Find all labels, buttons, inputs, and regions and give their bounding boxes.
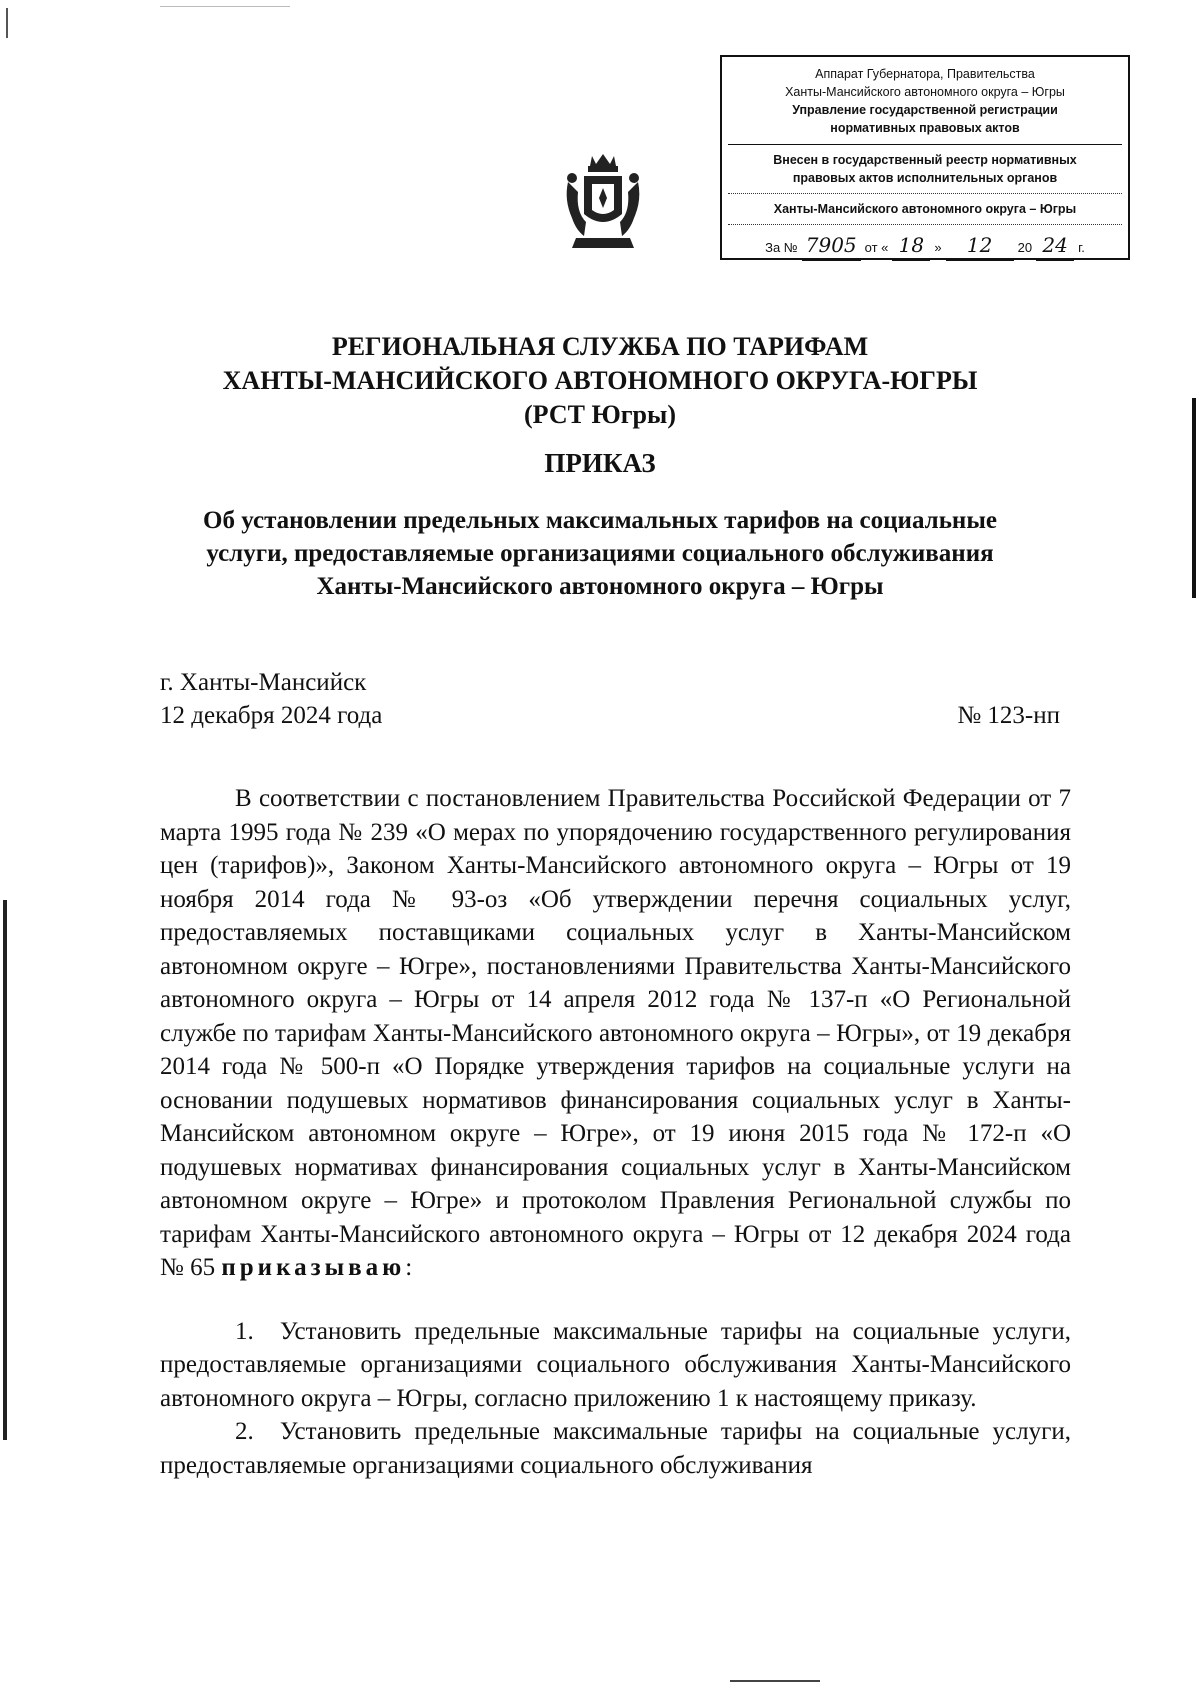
stamp-registration-line — [728, 231, 1122, 261]
document-subject — [140, 504, 1060, 603]
stamp-reg-mid: » — [934, 239, 942, 255]
document-type-title: ПРИКАЗ — [544, 448, 656, 478]
subject-line: Об установлении предельных максимальных тарифов на социальные — [203, 507, 997, 534]
registration-stamp — [720, 55, 1130, 260]
order-colon: : — [405, 1254, 413, 1281]
stamp-reg-year-prefix: 20 — [1017, 239, 1033, 255]
stamp-divider — [728, 193, 1122, 194]
stamp-reg-number: 7905 — [802, 231, 861, 261]
scan-artifact-top — [160, 6, 290, 7]
order-item-1: 1. Установить предельные максимальные тарифы на социальные услуги, предоставляемые организациями социального обслуживания Ханты-Мансийского автономного округа – Югры, согласно приложению 1 к настоящему приказу. — [160, 1317, 1071, 1412]
scan-artifact-bottom — [730, 1680, 820, 1682]
stamp-divider — [728, 144, 1122, 145]
subject-line: услуги, предоставляемые организациями социального обслуживания — [206, 540, 994, 567]
stamp-reg-year: 24 — [1036, 231, 1074, 261]
stamp-line: Ханты-Мансийского автономного округа – Югры — [773, 201, 1077, 216]
order-word: приказываю — [221, 1254, 406, 1281]
stamp-reg-from: от « — [864, 239, 889, 255]
stamp-line: Ханты-Мансийского автономного округа – Югры — [785, 85, 1065, 100]
city: г. Ханты-Мансийск — [160, 669, 367, 696]
stamp-line: правовых актов исполнительных органов — [792, 170, 1058, 185]
stamp-line: Внесен в государственный реестр нормативных — [773, 152, 1077, 167]
coat-of-arms-icon — [562, 152, 644, 252]
place-date-block — [160, 666, 1060, 732]
order-item-2: 2. Установить предельные максимальные тарифы на социальные услуги, предоставляемые организациями социального обслуживания — [160, 1418, 1071, 1479]
document-number: № 123-нп — [957, 702, 1060, 729]
stamp-line: Управление государственной регистрации — [792, 103, 1058, 118]
stamp-reg-month: 12 — [946, 231, 1014, 261]
subject-line: Ханты-Мансийского автономного округа – Югры — [316, 573, 884, 600]
scan-artifact-left-bar — [3, 900, 7, 1440]
stamp-reg-suffix: г. — [1078, 239, 1085, 255]
org-name-line: РЕГИОНАЛЬНАЯ СЛУЖБА ПО ТАРИФАМ — [331, 332, 869, 361]
stamp-line: нормативных правовых актов — [830, 121, 1020, 136]
stamp-line: Аппарат Губернатора, Правительства — [815, 67, 1035, 81]
stamp-reg-day: 18 — [892, 231, 930, 261]
scan-artifact-corner — [6, 8, 8, 38]
org-name-line: ХАНТЫ-МАНСИЙСКОГО АВТОНОМНОГО ОКРУГА-ЮГРЫ — [222, 366, 978, 395]
organization-header — [100, 330, 1100, 432]
preamble-text: В соответствии с постановлением Правительства Российской Федерации от 7 марта 1995 года № 239 «О мерах по упорядочению государственного регулирования цен (тарифов)», Законом Ханты-Мансийского автономного округа – Югры от 19 ноября 2014 года № 93-оз «Об утверждении перечня социальных услуг, предоставляемых поставщиками социальных услуг в Ханты-Мансийском автономном округе – Югре», постановлениями Правительства Ханты-Мансийского автономного округа – Югры от 14 апреля 2012 года № 137-п «О Региональной службе по тарифам Ханты-Мансийского автономного округа – Югры», от 19 декабря 2014 года № 500-п «О Порядке утверждения тарифов на социальные услуги на основании подушевых нормативов финансирования социальных услуг в Ханты-Мансийском автономном округе – Югре», от 19 июня 2015 года № 172-п «О подушевых нормативах финансирования социальных услуг в Ханты-Мансийском автономном округе – Югре» и протоколом Правления Региональной службы по тарифам Ханты-Мансийского автономного округа – Югры от 12 декабря 2024 года № 65 — [160, 785, 1071, 1281]
scan-artifact-right-bar — [1192, 398, 1196, 598]
document-date: 12 декабря 2024 года — [160, 702, 383, 729]
document-body — [160, 782, 1071, 1482]
preamble-paragraph — [160, 782, 1071, 1285]
org-abbreviation: (РСТ Югры) — [524, 400, 676, 429]
stamp-reg-prefix: За № — [765, 239, 798, 255]
stamp-divider — [728, 224, 1122, 225]
